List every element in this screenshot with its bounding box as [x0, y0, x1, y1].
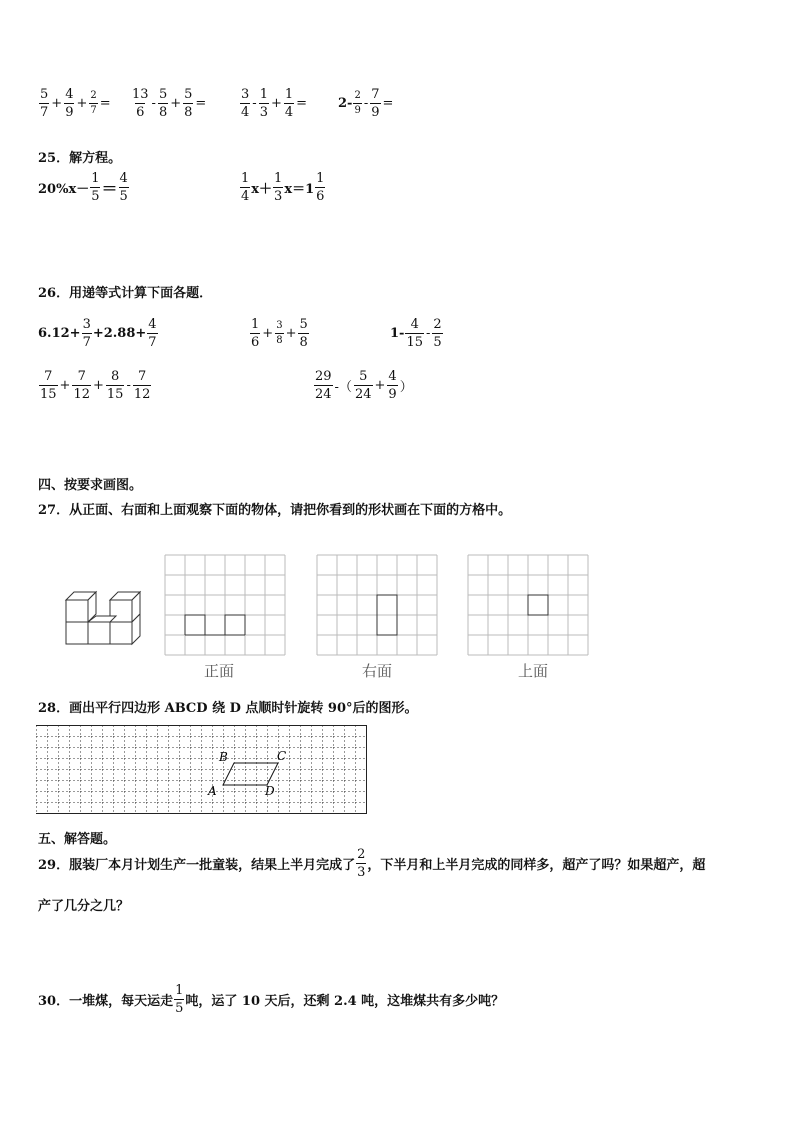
- q30-text: 30．一堆煤，每天运走 $\frac{1}{5}$ 吨，运了 10 天后，还剩 2.4 吨，这堆煤共有多少吨？: [38, 983, 505, 1016]
- q26-expression-1: 6.12+ $\frac{3}{7}$ +2.88+ $\frac{4}{7}$: [38, 317, 157, 350]
- fraction: $\frac{1}{5}$: [175, 983, 184, 1016]
- point-d-label: D: [265, 784, 275, 798]
- q25-equation-1: 20%x－ $\frac{1}{5}$ ＝ $\frac{4}{5}$: [38, 171, 128, 204]
- fraction: $\frac{7}{12}$: [133, 369, 151, 402]
- fraction: $\frac{1}{6}$: [251, 317, 260, 350]
- top-label: 上面: [518, 662, 549, 680]
- fraction: $\frac{3}{4}$: [241, 87, 250, 120]
- expression-2: $\frac{13}{6}$ - $\frac{5}{8}$ + $\frac{5}{8}$ =: [132, 87, 207, 120]
- fraction: $\frac{4}{9}$: [388, 369, 397, 402]
- q26-title: 26．用递等式计算下面各题．: [38, 286, 213, 301]
- dotted-grid[interactable]: [36, 725, 368, 819]
- fraction: $\frac{5}{7}$: [40, 87, 49, 120]
- fraction: $\frac{1}{3}$: [259, 87, 268, 120]
- q29-line-2: 产了几分之几？: [38, 899, 130, 914]
- fraction: $\frac{3}{8}$: [276, 320, 283, 346]
- q26-expression-4: $\frac{7}{15}$ + $\frac{7}{12}$ + $\frac{8}{15}$ - $\frac{7}{12}$: [40, 369, 151, 402]
- fraction: $\frac{2}{9}$: [354, 90, 361, 116]
- q26-expression-3: 1- $\frac{4}{15}$ - $\frac{2}{5}$: [390, 317, 442, 350]
- fraction: $\frac{4}{15}$: [406, 317, 423, 350]
- right-label: 右面: [362, 662, 393, 680]
- q29-line-1: 29．服装厂本月计划生产一批童装，结果上半月完成了 $\frac{2}{3}$ ，下半月和上半月完成的同样多，超产了吗？如果超产，超: [38, 847, 706, 880]
- q26-expression-2: $\frac{1}{6}$ + $\frac{3}{8}$ + $\frac{5}{8}$: [251, 317, 308, 350]
- fraction: $\frac{4}{9}$: [65, 87, 74, 120]
- fraction: $\frac{1}{3}$: [274, 171, 283, 204]
- expression-1: $\frac{5}{7}$ + $\frac{4}{9}$ + $\frac{2}{7}$ =: [40, 87, 111, 120]
- section-5-title: 五、解答题。: [38, 832, 117, 847]
- point-c-label: C: [277, 749, 287, 763]
- fraction: $\frac{1}{6}$: [316, 171, 325, 204]
- fraction: $\frac{7}{15}$: [40, 369, 57, 402]
- expression-3: $\frac{3}{4}$ - $\frac{1}{3}$ + $\frac{1}{4}$ =: [241, 87, 308, 120]
- fraction: $\frac{1}{4}$: [284, 87, 294, 120]
- fraction: $\frac{5}{8}$: [184, 87, 193, 120]
- q27-title: 27．从正面、右面和上面观察下面的物体，请把你看到的形状画在下面的方格中。: [38, 503, 512, 518]
- front-view-grid[interactable]: [164, 554, 288, 656]
- point-a-label: A: [208, 784, 217, 798]
- section-4-title: 四、按要求画图。: [38, 478, 143, 493]
- fraction: $\frac{4}{7}$: [148, 317, 157, 350]
- fraction: $\frac{7}{9}$: [371, 87, 380, 120]
- fraction: $\frac{4}{5}$: [119, 171, 128, 204]
- fraction: $\frac{1}{4}$: [241, 171, 250, 204]
- front-label: 正面: [204, 662, 235, 680]
- fraction: $\frac{3}{7}$: [82, 317, 91, 350]
- fraction: $\frac{5}{8}$: [158, 87, 168, 120]
- q26-expression-5: $\frac{29}{24}$ -（ $\frac{5}{24}$ + $\frac{4}{9}$ ）: [315, 369, 413, 402]
- top-view-grid[interactable]: [467, 554, 591, 656]
- fraction: $\frac{2}{7}$: [90, 90, 97, 116]
- q25-title: 25．解方程。: [38, 151, 122, 166]
- fraction: $\frac{29}{24}$: [315, 369, 332, 402]
- right-view-grid[interactable]: [316, 554, 440, 656]
- fraction: $\frac{7}{12}$: [73, 369, 90, 402]
- fraction: $\frac{13}{6}$: [132, 87, 149, 120]
- fraction: $\frac{5}{24}$: [354, 369, 372, 402]
- fraction: $\frac{2}{3}$: [357, 847, 366, 880]
- q28-title: 28．画出平行四边形 ABCD 绕 D 点顺时针旋转 90°后的图形。: [38, 701, 418, 716]
- fraction: $\frac{1}{5}$: [91, 171, 100, 204]
- expression-4: 2- $\frac{2}{9}$ - $\frac{7}{9}$ =: [338, 87, 394, 120]
- point-b-label: B: [219, 750, 228, 764]
- q25-equation-2: $\frac{1}{4}$ x＋ $\frac{1}{3}$ x＝1 $\frac{1}{6}$: [241, 171, 325, 204]
- fraction: $\frac{5}{8}$: [299, 317, 308, 350]
- fraction: $\frac{2}{5}$: [433, 317, 442, 350]
- fraction: $\frac{8}{15}$: [106, 369, 124, 402]
- cube-stack-figure: [62, 590, 142, 650]
